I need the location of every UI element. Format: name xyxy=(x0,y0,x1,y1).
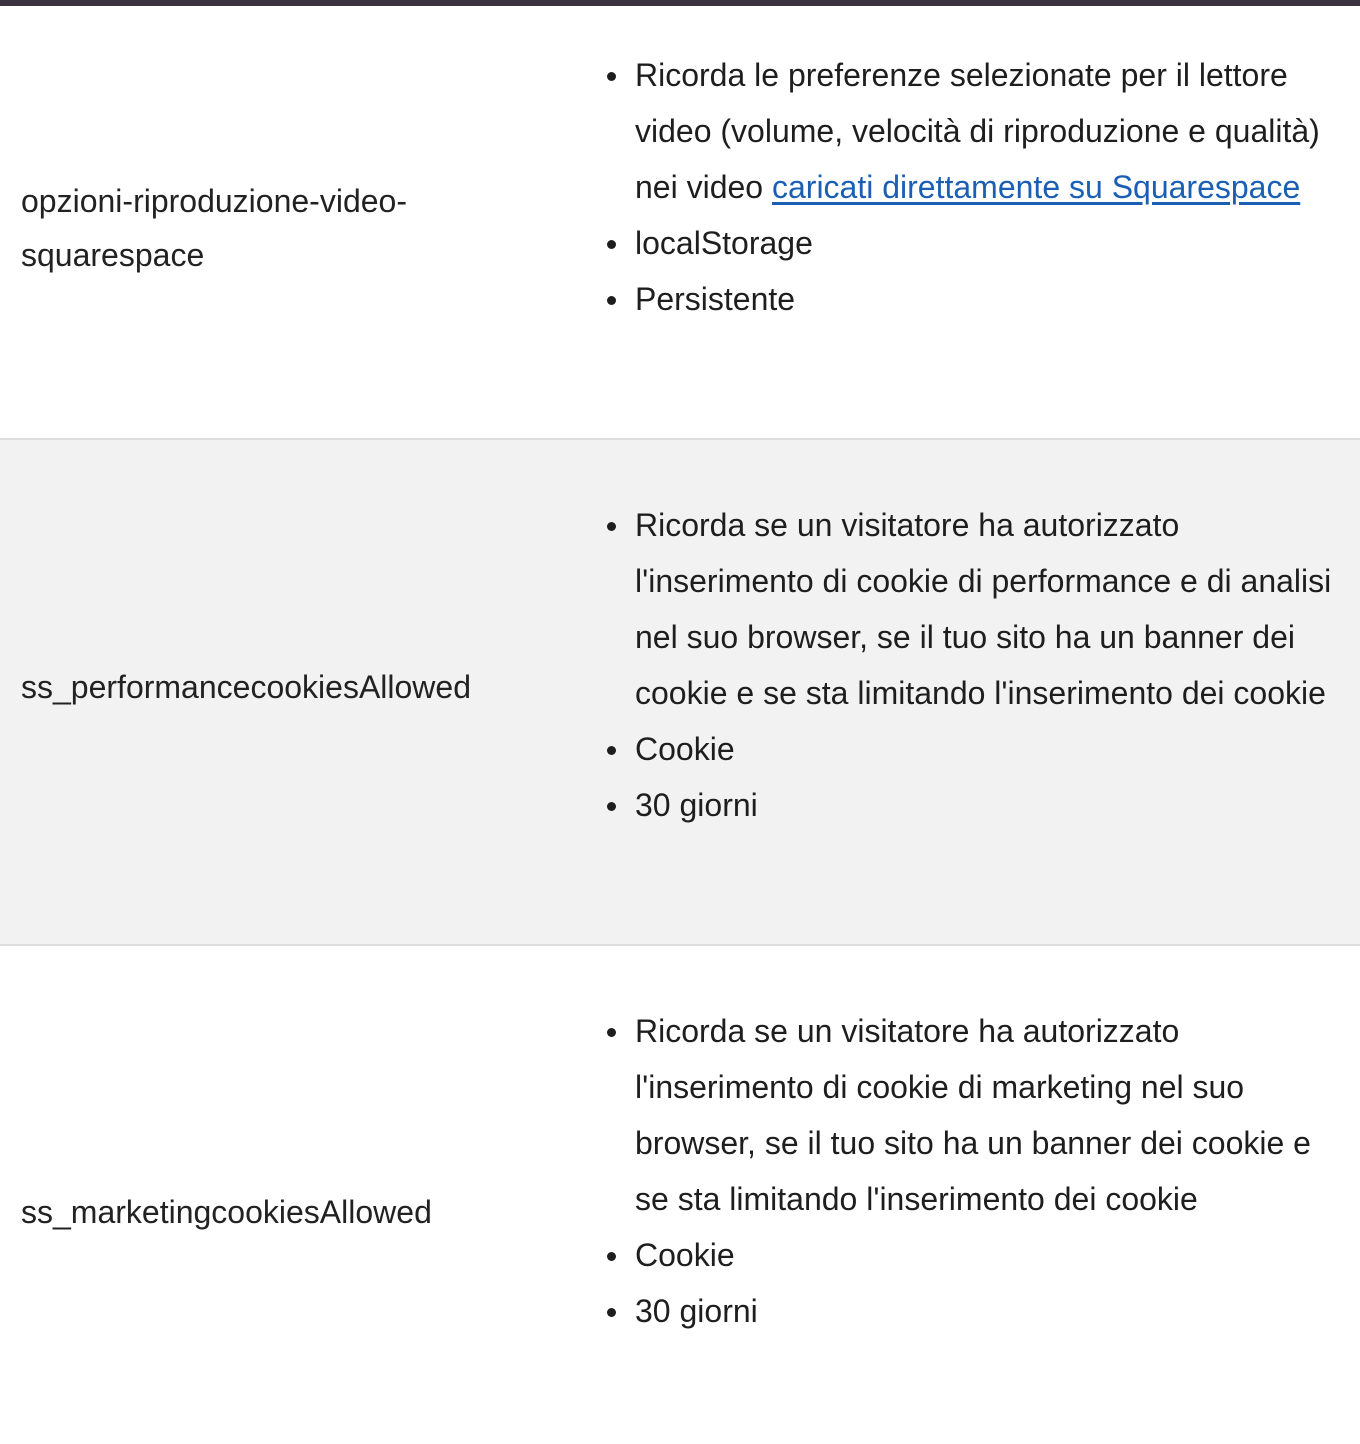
list-item-description: Ricorda se un visitatore ha autorizzato l'inserimento di cookie di marketing nel suo browser, se il tuo sito ha un banner dei cookie e se sta limitando l'inserimento dei cookie xyxy=(605,1003,1340,1227)
details-list xyxy=(605,1003,1340,1339)
cookie-details xyxy=(605,47,1340,327)
list-item-duration: 30 giorni xyxy=(605,777,1340,833)
list-item-description: Ricorda se un visitatore ha autorizzato l'inserimento di cookie di performance e di analisi nel suo browser, se il tuo sito ha un banner dei cookie e se sta limitando l'inserimento dei cookie xyxy=(605,497,1340,721)
cookie-name: opzioni-riproduzione-video-squarespace xyxy=(21,183,407,273)
cookie-table xyxy=(0,6,1360,1442)
list-item-duration: Persistente xyxy=(605,271,1340,327)
cookie-name: ss_performancecookiesAllowed xyxy=(21,669,471,705)
table-row xyxy=(0,6,1360,440)
details-list xyxy=(605,47,1340,327)
list-item-storage: localStorage xyxy=(605,215,1340,271)
cookie-name: ss_marketingcookiesAllowed xyxy=(21,1194,432,1230)
cookie-details xyxy=(605,497,1340,833)
list-item-description xyxy=(605,47,1340,215)
squarespace-upload-link[interactable]: caricati direttamente su Squarespace xyxy=(771,169,1301,205)
list-item-duration: 30 giorni xyxy=(605,1283,1340,1339)
cookie-details xyxy=(605,1003,1340,1339)
list-item-storage: Cookie xyxy=(605,1227,1340,1283)
table-row xyxy=(0,440,1360,946)
list-item-storage: Cookie xyxy=(605,721,1340,777)
description-text: Ricorda le preferenze selezionate per il lettore video (volume, velocità di riproduzione e qualità) nei video xyxy=(635,57,1320,205)
table-row xyxy=(0,946,1360,1442)
details-list xyxy=(605,497,1340,833)
